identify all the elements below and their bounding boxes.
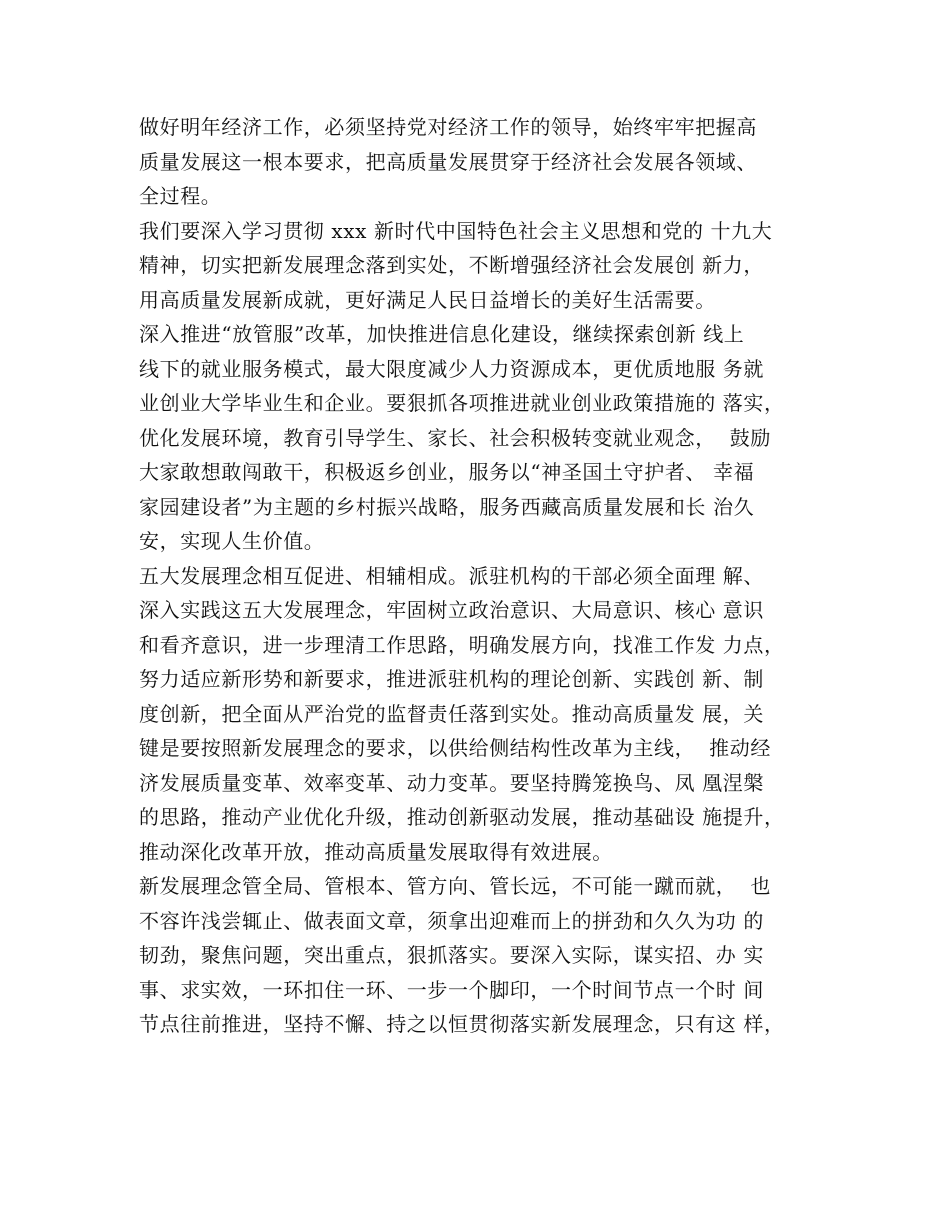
text-line: 我们要深入学习贯彻 xxx 新时代中国特色社会主义思想和党的 十九大 [139, 218, 773, 243]
text-line: 新发展理念管全局、管根本、管方向、管长远，不可能一蹴而就， 也 [139, 874, 771, 898]
text-line: 度创新，把全面从严治党的监督责任落到实处。推动高质量发 展，关 [139, 701, 764, 726]
text-line: 质量发展这一根本要求，把高质量发展贯穿于经济社会发展各领域、 [139, 149, 757, 174]
text-line: 努力适应新形势和新要求，推进派驻机构的理论创新、实践创 新、制 [139, 667, 764, 691]
text-line: 业创业大学毕业生和企业。要狠抓各项推进就业创业政策措施的 落实， [139, 391, 785, 415]
text-line: 深入实践这五大发展理念，牢固树立政治意识、大局意识、核心 意识 [139, 598, 764, 622]
text-line: 韧劲，聚焦问题，突出重点，狠抓落实。要深入实际，谋实招、办 实 [139, 943, 764, 967]
text-line: 线下的就业服务模式，最大限度减少人力资源成本，更优质地服 务就 [139, 356, 764, 381]
text-line: 优化发展环境，教育引导学生、家长、社会积极转变就业观念， 鼓励 [139, 425, 771, 450]
text-line: 节点往前推进，坚持不懈、持之以恒贯彻落实新发展理念，只有这 样， [139, 1012, 785, 1036]
text-line: 精神，切实把新发展理念落到实处，不断增强经济社会发展创 新力， [139, 253, 764, 277]
text-line: 的思路，推动产业优化升级，推动创新驱动发展，推动基础设 施提升， [139, 805, 785, 829]
text-line: 键是要按照新发展理念的要求，以供给侧结构性改革为主线， 推动经 [139, 736, 771, 760]
text-line: 做好明年经济工作，必须坚持党对经济工作的领导，始终牢牢把握高 [139, 115, 757, 139]
text-line: 深入推进“放管服”改革，加快推进信息化建设，继续探索创新 线上 [139, 322, 745, 346]
text-line: 安，实现人生价值。 [139, 529, 325, 553]
document-body [139, 110, 839, 1042]
text-line: 五大发展理念相互促进、相辅相成。派驻机构的干部必须全面理 解、 [139, 563, 764, 588]
text-line: 推动深化改革开放，推动高质量发展取得有效进展。 [139, 839, 613, 864]
text-line: 事、求实效，一环扣住一环、一步一个脚印，一个时间节点一个时 间 [139, 977, 764, 1002]
text-line: 全过程。 [139, 184, 222, 208]
text-line: 家园建设者”为主题的乡村振兴战略，服务西藏高质量发展和长 治久 [139, 494, 755, 519]
text-line: 济发展质量变革、效率变革、动力变革。要坚持腾笼换鸟、凤 凰涅槃 [139, 770, 764, 795]
text-line: 用高质量发展新成就，更好满足人民日益增长的美好生活需要。 [139, 287, 716, 312]
text-line: 和看齐意识，进一步理清工作思路，明确发展方向，找准工作发 力点， [139, 632, 785, 657]
text-line: 不容许浅尝辄止、做表面文章，须拿出迎难而上的拼劲和久久为功 的 [139, 908, 764, 933]
text-line: 大家敢想敢闯敢干，积极返乡创业，服务以“神圣国土守护者、 幸福 [139, 460, 755, 484]
